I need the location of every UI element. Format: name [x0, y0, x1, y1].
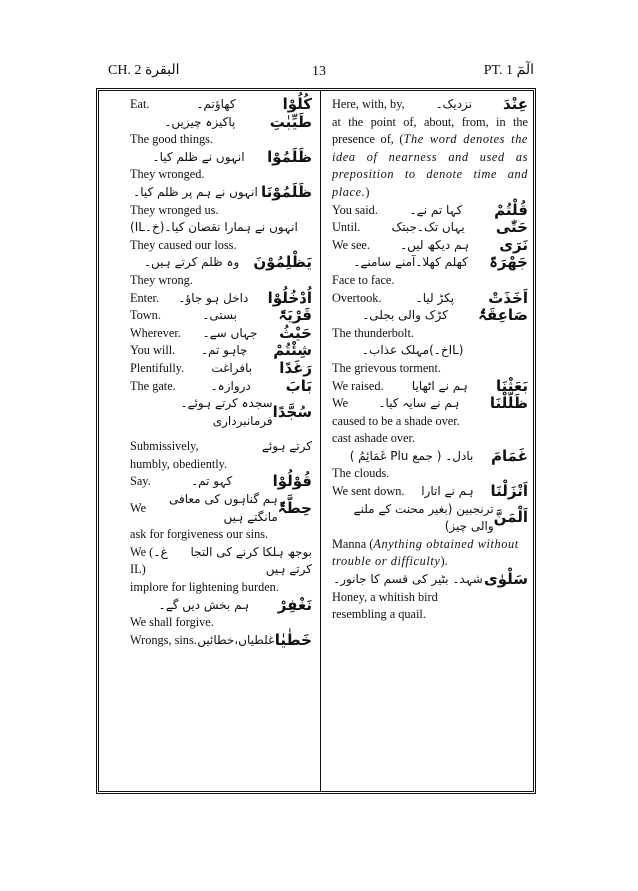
vocab-entry	[332, 237, 528, 255]
vocab-entry	[130, 544, 312, 579]
entry-urdu: کہا تم نے۔	[409, 202, 463, 217]
vocab-entry	[130, 96, 312, 114]
vocab-entry	[130, 632, 312, 650]
entry-arabic: جَھْرَۃً	[489, 253, 528, 272]
vocab-entry	[130, 378, 312, 396]
entry-urdu: انہوں نے ظلم کیا۔	[152, 149, 245, 164]
vocab-entry	[332, 571, 528, 589]
entry-urdu: بوجھ ہلکا کرنے کی التجا کرتے ہیں	[190, 544, 312, 577]
column-divider	[320, 91, 321, 791]
entry-arabic: کُلُوْا	[282, 95, 312, 113]
manna-definition: Manna (Anything obtained without trouble or difficulty).	[332, 536, 519, 569]
entry-english: implore for lightening burden.	[130, 580, 279, 595]
entry-arabic: عِنْدَ	[502, 95, 528, 113]
entry-english: The thunderbolt.	[332, 325, 414, 340]
entry-english: You said.	[332, 202, 378, 217]
vocab-entry	[130, 219, 312, 237]
entry-english: Honey, a whitish bird	[332, 589, 438, 604]
entry-english: Here, with, by,	[332, 97, 405, 111]
entry-english: Until.	[332, 220, 361, 235]
entry-english: cast ashade over.	[332, 431, 415, 446]
entry-english: Overtook.	[332, 290, 382, 305]
entry-english: The grievous torment.	[332, 360, 441, 375]
entry-arabic: اُدْخُلُوْا	[267, 288, 312, 307]
entry-urdu: کہو تم۔	[191, 474, 233, 489]
entry-english: Say.	[130, 474, 151, 489]
entry-english: Submissively,	[130, 439, 199, 454]
vocab-entry	[130, 438, 312, 456]
entry-urdu: ہم نے اٹھایا	[411, 378, 468, 393]
vocab-entry	[130, 491, 312, 526]
entry-urdu: یہاں تک۔جبتک	[391, 220, 465, 235]
vocab-entry	[332, 483, 528, 501]
vocab-entry	[130, 360, 312, 378]
vocab-entry	[332, 378, 528, 396]
right-column	[332, 96, 528, 624]
entry-urdu: داخل ہو جاؤ۔	[178, 290, 249, 305]
entry-english: The gate.	[130, 378, 176, 393]
part-label: PT. 1 الٓمٓ	[483, 63, 534, 78]
vocab-entry	[332, 501, 528, 536]
entry-arabic: حِطَّۃٌ	[277, 498, 312, 517]
entry-english: Wrongs, sins.	[130, 632, 197, 647]
entry-english: We	[332, 396, 349, 411]
entry-english: They caused our loss.	[130, 237, 237, 252]
entry-english: We shall forgive.	[130, 615, 214, 630]
entry-english: They wronged us.	[130, 202, 219, 217]
entry-urdu: جہاں سے۔	[202, 325, 258, 340]
vocab-entry	[130, 342, 312, 360]
entry-urdu: چاہو تم۔	[200, 343, 248, 358]
entry-arabic: بَابَ	[285, 376, 312, 395]
entry-urdu: ہم دیکھ لیں۔	[400, 237, 470, 252]
entry-urdu: انہوں نے ہمارا نقصان کیا۔(خ۔IL)	[130, 220, 298, 235]
entry-arabic: حَتّٰی	[495, 218, 528, 237]
vocab-entry	[332, 290, 528, 308]
entry-arabic: بَعَثْنَا	[496, 376, 528, 395]
vocab-entry	[130, 473, 312, 491]
entry-urdu: نزدیک۔	[435, 97, 472, 111]
entry-english: humbly, obediently.	[130, 456, 228, 471]
page-number: 13	[312, 64, 326, 79]
entry-english: They wronged.	[130, 167, 205, 182]
entry-english: They wrong.	[130, 272, 193, 287]
vocab-entry	[332, 395, 528, 413]
vocab-entry	[130, 325, 312, 343]
entry-arabic: اَلْمَنَّ	[493, 508, 528, 527]
vocab-entry	[332, 448, 528, 466]
chapter-label: CH. 2 البقرة	[108, 63, 180, 78]
entry-urdu: کڑک والی بجلی۔	[362, 308, 448, 323]
entry-urdu: کھاؤتم۔	[196, 97, 236, 111]
entry-arabic: قُلْتُمْ	[494, 200, 528, 219]
vocab-entry	[130, 149, 312, 167]
entry-english: Enter.	[130, 290, 160, 305]
entry-arabic: قَرْیَۃَ	[278, 306, 312, 325]
entry-english: You will.	[130, 343, 176, 358]
entry-english: We (غ۔IL)	[130, 544, 168, 577]
vocab-entry	[332, 96, 528, 114]
entry-arabic: سَلْوٰی	[483, 570, 528, 589]
entry-urdu: پکڑ لیا۔	[415, 290, 455, 305]
entry-urdu: ہم بخش دیں گے۔	[158, 597, 250, 612]
entry-arabic: خَطٰیٰا	[274, 630, 312, 649]
entry-english: The clouds.	[332, 466, 390, 481]
entry-arabic: نَغْفِرْ	[277, 595, 312, 614]
entry-arabic: سُجَّدًا	[272, 402, 312, 421]
vocab-entry	[130, 184, 312, 202]
entry-english: Town.	[130, 308, 161, 323]
left-column	[130, 96, 312, 649]
entry-english: The good things.	[130, 132, 213, 147]
entry-english: We raised.	[332, 378, 384, 393]
vocab-entry	[130, 395, 312, 430]
entry-arabic: یَظْلِمُوْنَ	[253, 253, 312, 272]
entry-english: We	[130, 500, 147, 515]
entry-arabic: اَخَذَتْ	[488, 288, 528, 307]
entry-urdu: سجدہ کرتے ہوئے۔فرمانبرداری	[180, 396, 273, 428]
entry-urdu: ہم نے سایہ کیا۔	[378, 396, 460, 411]
entry-arabic: ظَلَمُوْنَا	[261, 182, 312, 201]
entry-english: ask for forgiveness our sins.	[130, 527, 269, 542]
entry-urdu: بادل۔ ( جمع Plu غَمَائِمُ )	[349, 448, 474, 463]
entry-arabic: ظَلَمُوْا	[267, 147, 312, 166]
entry-urdu: دروازہ۔	[210, 378, 251, 393]
vocab-entry	[130, 307, 312, 325]
entry-urdu: شہد۔ بٹیر کی قسم کا جانور۔	[333, 572, 483, 587]
vocab-entry	[332, 254, 528, 272]
entry-english: resembling a quail.	[332, 607, 426, 622]
entry-english: Face to face.	[332, 272, 395, 287]
entry-urdu: بستی۔	[202, 308, 238, 323]
entry-english: We sent down.	[332, 484, 405, 499]
entry-urdu-note: مہلک عذاب۔(خ۔IL)	[362, 343, 464, 358]
entry-english: We see.	[332, 237, 370, 252]
entry-urdu: انہوں نے ہم پر ظلم کیا۔	[133, 184, 258, 199]
entry-arabic: ظَلَّلْنَا	[489, 394, 528, 413]
vocab-entry	[130, 597, 312, 615]
entry-english: Eat.	[130, 97, 150, 111]
entry-english: Wherever.	[130, 325, 181, 340]
entry-arabic: رَغَدًا	[279, 358, 312, 377]
entry-english: Plentifully.	[130, 360, 185, 375]
entry-urdu: ہم گناہوں کی معافی مانگتے ہیں	[168, 492, 278, 524]
entry-arabic: طَیِّبٰتِ	[269, 112, 312, 131]
entry-arabic: شِئْتُمْ	[273, 341, 312, 360]
entry-arabic: حَیْثُ	[279, 323, 312, 342]
entry-arabic: اَنْزَلْنَا	[490, 482, 528, 501]
entry-english: caused to be a shade over.	[332, 413, 460, 428]
entry-urdu: بافراغت	[211, 360, 253, 375]
entry-urdu: کرتے ہوئے	[261, 439, 312, 454]
entry-arabic: نَرَی	[499, 235, 528, 254]
vocab-entry	[130, 290, 312, 308]
entry-urdu: ہم نے اتارا	[421, 484, 474, 499]
vocab-entry	[332, 307, 528, 325]
entry-urdu: پاکیزہ چیزیں۔	[164, 114, 236, 129]
vocab-entry	[332, 219, 528, 237]
entry-arabic: غَمَامَ	[491, 446, 528, 465]
definition-paragraph: at the point of, about, from, in the presence of, (The word denotes the idea of nearness and used as preposition to denote time and place.)	[332, 114, 528, 199]
vocab-entry	[332, 202, 528, 220]
entry-urdu: وہ ظلم کرتے ہیں۔	[144, 255, 240, 270]
entry-arabic: صَاعِقَۃُ	[478, 306, 528, 325]
vocab-entry	[130, 114, 312, 132]
vocab-entry	[130, 254, 312, 272]
entry-urdu: کھلم کھلا۔آمنے سامنے۔	[353, 255, 468, 270]
entry-urdu: غلطیاں،خطائیں	[197, 632, 275, 647]
entry-urdu: ترنجبین (بغیر محنت کے ملنے والی چیز)	[353, 501, 494, 534]
entry-arabic: قُوْلُوْا	[272, 472, 312, 491]
